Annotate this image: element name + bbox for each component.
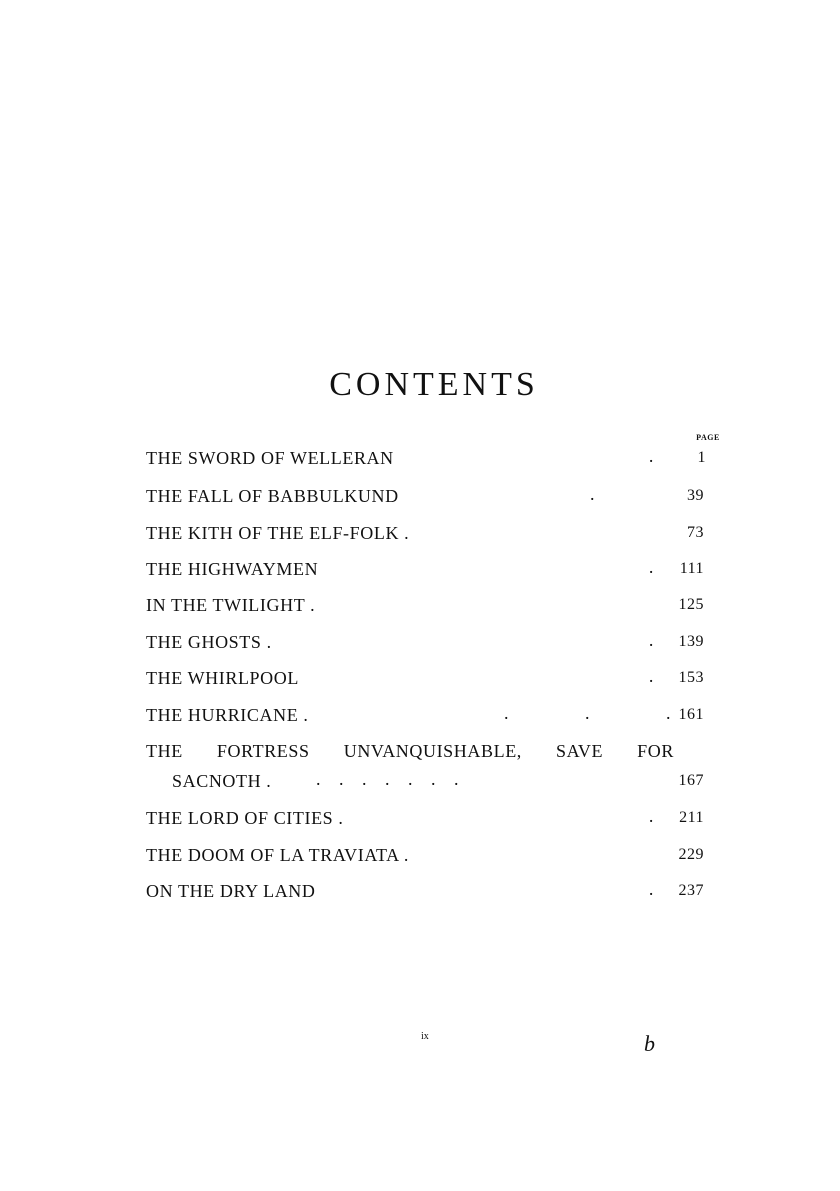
- toc-entry-page: 73: [687, 524, 704, 541]
- toc-entry-title: [146, 740, 674, 762]
- toc-entry-title: THE FALL OF BABBULKUND: [146, 486, 399, 506]
- toc-leader-dots: .: [648, 630, 654, 650]
- toc-entry-title: IN THE TWILIGHT .: [146, 595, 316, 615]
- toc-leader-dots: .: [648, 879, 654, 899]
- toc-entry-page: 161: [678, 706, 704, 723]
- toc-title-word: SAVE: [555, 741, 604, 761]
- page-folio: ix: [421, 1031, 429, 1042]
- toc-entry-page: 211: [679, 809, 704, 826]
- toc-leader-dots: .: [648, 446, 654, 466]
- toc-entry-title: THE LORD OF CITIES .: [146, 808, 344, 828]
- toc-entry-title: THE HURRICANE .: [146, 705, 309, 725]
- toc-entry-page: 1: [697, 449, 706, 466]
- toc-title-word: UNVANQUISHABLE,: [343, 741, 522, 761]
- toc-entry-title: THE SWORD OF WELLERAN: [146, 448, 394, 468]
- page-title: CONTENTS: [329, 366, 539, 403]
- toc-leader-dots: . . .: [504, 703, 671, 723]
- toc-entry-page: 229: [678, 846, 704, 863]
- signature-mark: b: [644, 1031, 655, 1056]
- toc-entry-title-continued: SACNOTH .: [172, 771, 272, 791]
- toc-leader-dots: .: [590, 484, 595, 504]
- toc-entry-title: THE WHIRLPOOL: [146, 668, 299, 688]
- toc-entry-page: 139: [678, 633, 704, 650]
- toc-title-word: FORTRESS: [216, 741, 310, 761]
- toc-title-word: FOR: [637, 741, 674, 761]
- toc-entry-title: THE GHOSTS .: [146, 632, 272, 652]
- toc-entry-title: ON THE DRY LAND: [146, 881, 316, 901]
- toc-leader-dots: . . . . . . .: [316, 769, 459, 789]
- page-column-label: PAGE: [696, 433, 720, 442]
- toc-leader-dots: .: [648, 806, 654, 826]
- toc-entry-title: THE HIGHWAYMEN: [146, 559, 319, 579]
- toc-title-word: THE: [146, 741, 183, 761]
- toc-entry-page: 39: [687, 487, 704, 504]
- toc-entry-page: 167: [678, 772, 704, 789]
- toc-leader-dots: .: [648, 557, 654, 577]
- toc-leader-dots: .: [648, 666, 654, 686]
- toc-entry-page: 153: [678, 669, 704, 686]
- toc-entry-title: THE KITH OF THE ELF-FOLK .: [146, 523, 410, 543]
- toc-entry-page: 111: [679, 560, 704, 577]
- toc-entry-page: 125: [678, 596, 704, 613]
- toc-entry-page: 237: [678, 882, 704, 899]
- toc-entry-title: THE DOOM OF LA TRAVIATA .: [146, 845, 409, 865]
